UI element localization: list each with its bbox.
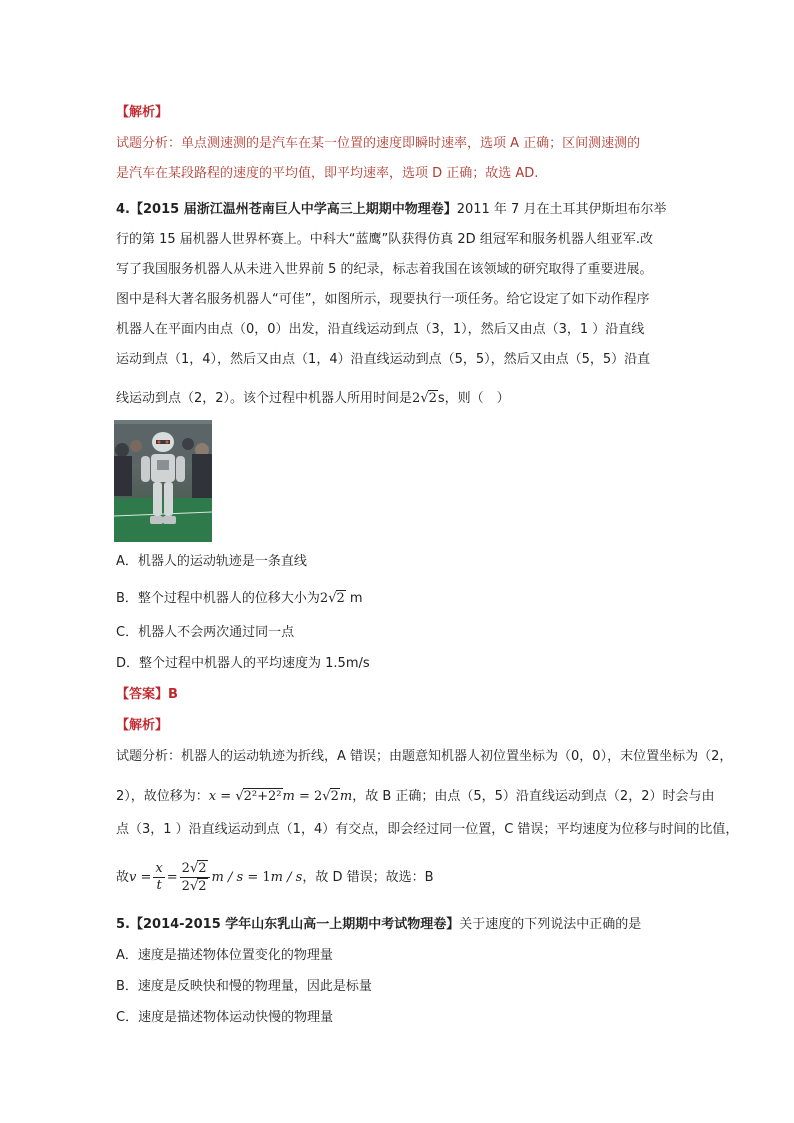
question-4-line: 机器人在平面内由点（0，0）出发，沿直线运动到点（3，1），然后又由点（3，1 ）沿直线	[116, 322, 645, 337]
analysis-text-line: 试题分析：单点测速测的是汽车在某一位置的速度即瞬时速率，选项 A 正确；区间测速测的	[116, 136, 641, 151]
analysis-text-line: 2），故位移为：x = √2²+2²m = 2√2m，故 B 正确；由点（5，5）沿直线运动到点（2，2）时会与由	[116, 789, 715, 804]
analysis-text-line: 故v = $\frac{x}{t}$ = $\frac{2√2}{2√2}$ m / s = 1m / s，故 D 错误；故选：B	[116, 861, 434, 894]
math-radicand: 2	[428, 391, 437, 406]
analysis-heading: 【解析】	[116, 718, 169, 733]
option-d: D．整个过程中机器人的平均速度为 1.5m/s	[116, 656, 370, 671]
answer-value: B	[168, 687, 178, 702]
question-text: 关于速度的下列说法中正确的是	[459, 917, 642, 932]
question-source: 【2014-2015 学年山东乳山高一上期期中考试物理卷】	[129, 917, 460, 932]
option-a: A．速度是描述物体位置变化的物理量	[116, 948, 333, 963]
option-b: B．速度是反映快和慢的物理量，因此是标量	[116, 979, 372, 994]
question-number: 5.	[116, 917, 130, 932]
answer-label: 【答案】	[116, 687, 169, 702]
question-4-line: 写了我国服务机器人从未进入世界前 5 的纪录，标志着我国在该领域的研究取得了重要进展。	[116, 262, 653, 277]
analysis-text-line: 是汽车在某段路程的速度的平均值，即平均速率，选项 D 正确；故选 AD.	[116, 166, 539, 181]
displacement-equation: x = √2²+2²m = 2√2m	[208, 789, 353, 804]
question-5-line	[116, 915, 641, 935]
option-b: B．整个过程中机器人的位移大小为2√2 m	[116, 591, 363, 606]
math-coef: 2	[319, 591, 329, 606]
question-source: 【2015 届浙江温州苍南巨人中学高三上期期中物理卷】	[129, 202, 457, 217]
answer-line	[116, 685, 178, 705]
analysis-heading: 【解析】	[116, 105, 169, 120]
math-radicand: 2	[336, 591, 345, 606]
question-4-line: 运动到点（1，4），然后又由点（1，4）沿直线运动到点（5，5），然后又由点（5，5）沿直	[116, 352, 651, 367]
math-coef: 2	[412, 391, 421, 406]
option-a: A．机器人的运动轨迹是一条直线	[116, 554, 307, 569]
analysis-text-line: 点（3，1 ）沿直线运动到点（1，4）有交点，即会经过同一位置，C 错误；平均速度为位移与时间的比值，	[116, 822, 739, 837]
question-4-line: 行的第 15 届机器人世界杯赛上。中科大“蓝鹰”队获得仿真 2D 组冠军和服务机器人组亚军.改	[116, 232, 653, 247]
analysis-text-line: 试题分析：机器人的运动轨迹为折线，A 错误；由题意知机器人初位置坐标为（0，0），末位置坐标为（2，	[116, 749, 733, 764]
question-4-line: 图中是科大著名服务机器人“可佳”，如图所示，现要执行一项任务。给它设定了如下动作程序	[116, 292, 650, 307]
robot-photo	[114, 420, 212, 542]
question-4-line: 线运动到点（2，2）。该个过程中机器人所用时间是2√2s，则（ ）	[116, 391, 510, 406]
question-number: 4.	[116, 202, 130, 217]
velocity-equation: v = $\frac{x}{t}$ = $\frac{2√2}{2√2}$ m / s = 1m / s	[129, 861, 303, 894]
option-c: C．速度是描述物体运动快慢的物理量	[116, 1010, 334, 1025]
question-4-line	[116, 200, 666, 220]
question-text: 2011 年 7 月在土耳其伊斯坦布尔举	[456, 202, 667, 217]
option-c: C．机器人不会两次通过同一点	[116, 625, 295, 640]
